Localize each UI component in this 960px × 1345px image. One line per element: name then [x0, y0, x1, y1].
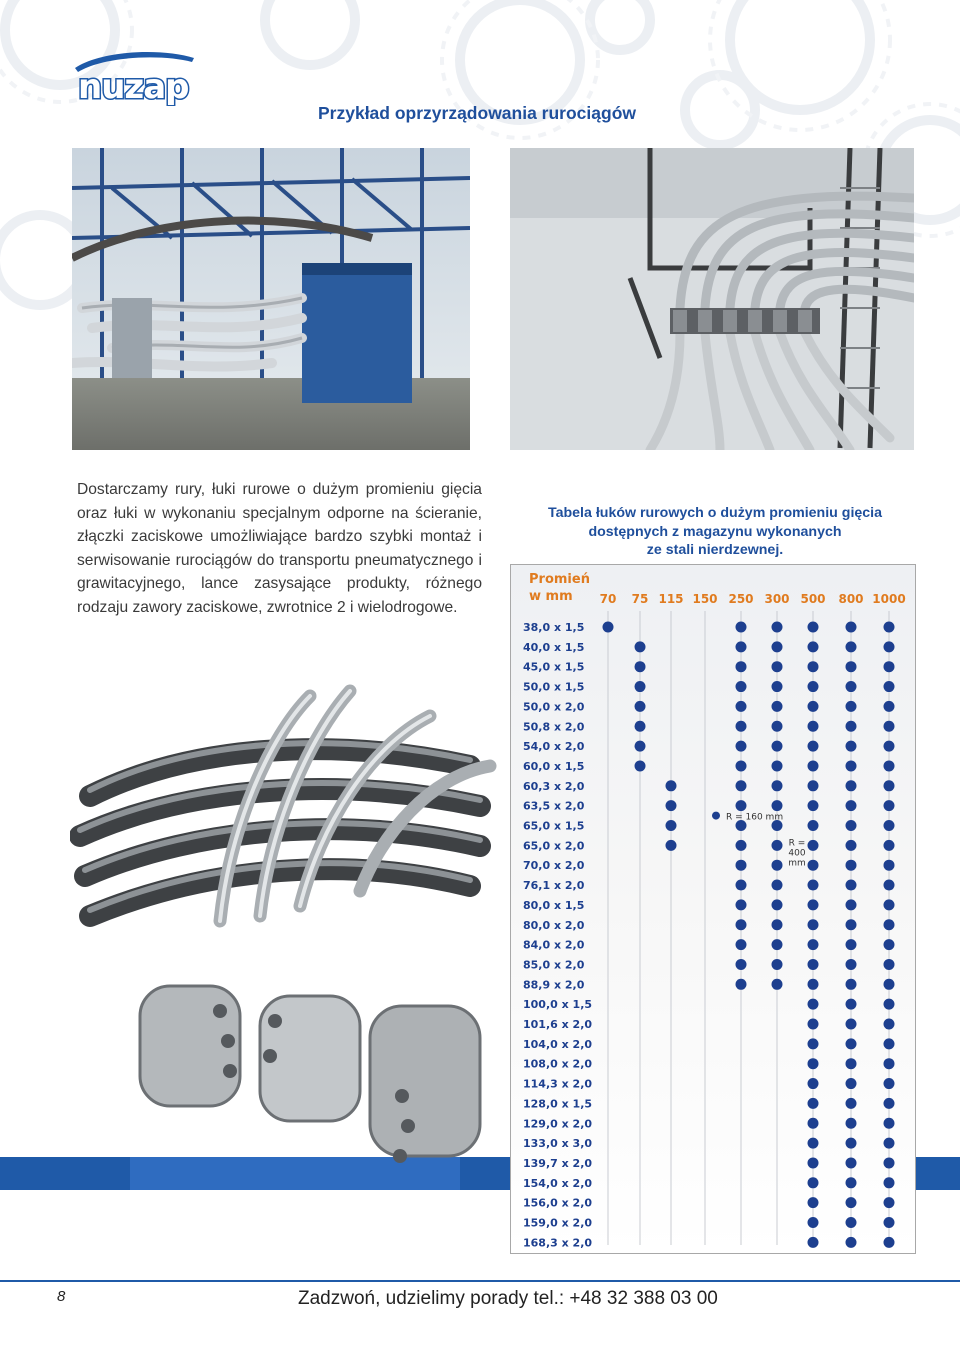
table-row-label: 80,0 x 2,0	[523, 918, 585, 932]
table-availability-dot	[736, 622, 747, 633]
table-availability-dot	[772, 979, 783, 990]
table-availability-dot	[808, 1138, 819, 1149]
table-availability-dot	[736, 701, 747, 712]
table-availability-dot	[846, 999, 857, 1010]
table-availability-dot	[884, 840, 895, 851]
table-row-label: 159,0 x 2,0	[523, 1216, 593, 1230]
table-availability-dot	[884, 1118, 895, 1129]
table-availability-dot	[846, 741, 857, 752]
table-row-label: 139,7 x 2,0	[523, 1156, 593, 1170]
table-row-label: 65,0 x 1,5	[523, 819, 585, 833]
table-availability-dot	[635, 721, 646, 732]
table-availability-dot	[846, 1138, 857, 1149]
table-availability-dot	[736, 800, 747, 811]
table-availability-dot	[635, 741, 646, 752]
table-availability-dot	[808, 1197, 819, 1208]
table-availability-dot	[808, 622, 819, 633]
table-availability-dot	[772, 800, 783, 811]
table-availability-dot	[884, 999, 895, 1010]
table-availability-dot	[808, 1058, 819, 1069]
table-availability-dot	[772, 899, 783, 910]
table-radius-header-75: 75	[631, 592, 649, 606]
table-availability-dot	[808, 1078, 819, 1089]
table-availability-dot	[884, 979, 895, 990]
table-availability-dot	[772, 780, 783, 791]
table-row-label: 50,0 x 1,5	[523, 680, 585, 694]
table-availability-dot	[884, 760, 895, 771]
table-availability-dot	[884, 780, 895, 791]
table-row-label: 128,0 x 1,5	[523, 1097, 593, 1111]
table-availability-dot	[808, 999, 819, 1010]
table-availability-dot	[808, 1157, 819, 1168]
table-availability-dot	[772, 661, 783, 672]
clamp-couplings	[140, 986, 480, 1163]
table-availability-dot	[808, 919, 819, 930]
table-availability-dot	[884, 1019, 895, 1030]
table-availability-dot	[846, 959, 857, 970]
table-availability-dot	[846, 1058, 857, 1069]
table-availability-dot	[772, 641, 783, 652]
table-availability-dot	[846, 1157, 857, 1168]
table-row-label: 40,0 x 1,5	[523, 640, 585, 654]
svg-text:nuzap: nuzap	[78, 67, 189, 106]
table-availability-dot	[884, 741, 895, 752]
nuzap-logo[interactable]	[72, 48, 197, 106]
table-availability-dot	[884, 1098, 895, 1109]
table-availability-dot	[808, 780, 819, 791]
table-availability-dot	[736, 780, 747, 791]
table-availability-dot	[808, 1038, 819, 1049]
table-availability-dot	[846, 1098, 857, 1109]
table-caption-line-3: ze stali nierdzewnej.	[646, 542, 784, 558]
table-availability-dot	[846, 1217, 857, 1228]
table-row-label: 54,0 x 2,0	[523, 740, 585, 754]
table-availability-dot	[808, 840, 819, 851]
table-availability-dot	[635, 760, 646, 771]
table-availability-dot	[884, 681, 895, 692]
table-availability-dot	[846, 939, 857, 950]
table-radius-header-115: 115	[658, 592, 684, 606]
table-row-label: 114,3 x 2,0	[523, 1077, 593, 1091]
table-row-label: 70,0 x 2,0	[523, 859, 585, 873]
table-row-label: 50,8 x 2,0	[523, 720, 585, 734]
page-number: 8	[57, 1288, 66, 1305]
table-availability-dot	[736, 661, 747, 672]
table-availability-dot	[884, 919, 895, 930]
table-availability-dot	[846, 681, 857, 692]
table-availability-dot	[808, 979, 819, 990]
table-availability-dot	[635, 701, 646, 712]
table-availability-dot	[736, 979, 747, 990]
table-availability-dot	[736, 899, 747, 910]
table-radius-header-1000: 1000	[872, 592, 906, 606]
table-availability-dot	[846, 860, 857, 871]
footer-contact: Zadzwoń, udzielimy porady tel.: +48 32 388 03 00	[298, 1288, 718, 1309]
table-availability-dot	[808, 661, 819, 672]
pipe-manifold-photo	[510, 148, 914, 450]
table-availability-dot	[884, 721, 895, 732]
table-availability-dot	[772, 760, 783, 771]
table-radius-header-800: 800	[838, 592, 864, 606]
table-availability-dot	[772, 840, 783, 851]
table-row-label: 133,0 x 3,0	[523, 1137, 593, 1151]
table-row-label: 84,0 x 2,0	[523, 938, 585, 952]
table-availability-dot	[884, 959, 895, 970]
table-availability-dot	[736, 681, 747, 692]
table-availability-dot	[846, 721, 857, 732]
table-row-label: 45,0 x 1,5	[523, 660, 585, 674]
table-availability-dot	[808, 860, 819, 871]
table-caption	[515, 504, 915, 560]
table-row-label: 65,0 x 2,0	[523, 839, 585, 853]
table-availability-dot	[736, 641, 747, 652]
table-row-label: 104,0 x 2,0	[523, 1037, 593, 1051]
table-availability-dot	[808, 899, 819, 910]
table-radius-header-250: 250	[728, 592, 754, 606]
table-availability-dot	[846, 1197, 857, 1208]
table-availability-dot	[846, 899, 857, 910]
table-row-label: 60,3 x 2,0	[523, 779, 585, 793]
table-header-label-unit: w mm	[529, 589, 573, 604]
table-availability-dot	[846, 622, 857, 633]
table-note-radius-400-line: mm	[788, 858, 806, 869]
table-availability-dot	[846, 820, 857, 831]
table-availability-dot	[808, 1098, 819, 1109]
table-availability-dot	[846, 1237, 857, 1248]
table-availability-dot	[884, 701, 895, 712]
table-availability-dot	[736, 959, 747, 970]
table-availability-dot	[666, 800, 677, 811]
table-header-label-radius: Promień	[529, 572, 590, 587]
table-availability-dot	[884, 1038, 895, 1049]
table-availability-dot	[635, 681, 646, 692]
table-availability-dot	[808, 1217, 819, 1228]
table-row-label: 60,0 x 1,5	[523, 759, 585, 773]
pipeline-hall-photo	[72, 148, 470, 450]
table-row-label: 88,9 x 2,0	[523, 978, 585, 992]
table-availability-dot	[846, 1078, 857, 1089]
table-availability-dot	[846, 641, 857, 652]
table-availability-dot	[736, 741, 747, 752]
table-availability-dot	[808, 701, 819, 712]
table-row-label: 63,5 x 2,0	[523, 799, 585, 813]
page-title: Przykład oprzyrządowania rurociągów	[318, 103, 636, 123]
table-availability-dot	[884, 661, 895, 672]
table-availability-dot	[884, 899, 895, 910]
table-availability-dot	[808, 959, 819, 970]
table-availability-dot	[846, 800, 857, 811]
table-availability-dot	[884, 622, 895, 633]
table-availability-dot	[846, 701, 857, 712]
table-availability-dot	[736, 880, 747, 891]
pipe-bends-and-clamps-photo	[70, 676, 500, 1186]
table-radius-header-500: 500	[800, 592, 826, 606]
table-availability-dot	[884, 1217, 895, 1228]
table-availability-dot	[772, 919, 783, 930]
table-availability-dot	[846, 1118, 857, 1129]
table-availability-dot	[884, 1197, 895, 1208]
table-availability-dot	[635, 641, 646, 652]
intro-paragraph	[77, 478, 482, 620]
table-row-label: 108,0 x 2,0	[523, 1057, 593, 1071]
bend-radius-table-graphic	[511, 565, 915, 1253]
table-availability-dot	[772, 622, 783, 633]
table-note-radius-160: R = 160 mm	[726, 812, 784, 823]
table-availability-dot	[808, 820, 819, 831]
table-availability-dot	[808, 721, 819, 732]
table-availability-dot	[736, 721, 747, 732]
table-availability-dot	[736, 840, 747, 851]
table-availability-dot	[846, 919, 857, 930]
table-availability-dot	[884, 939, 895, 950]
table-availability-dot	[846, 780, 857, 791]
table-availability-dot	[635, 661, 646, 672]
intro-text: Dostarczamy rury, łuki rurowe o dużym promieniu gięcia oraz łuki w wykonaniu specjalnym odporne na ścieranie, złączki zaciskowe umożliwiające bardzo szybki montaż i serwisowanie rurociągów do transportu pneumatycznego i grawitacyjnego, lance zasysające produkty, różnego rodzaju zawory zaciskowe, zwrotnice 2 i wielodrogowe.	[77, 481, 482, 616]
table-availability-dot	[772, 959, 783, 970]
table-radius-header-300: 300	[764, 592, 790, 606]
table-caption-line-2: dostępnych z magazynu wykonanych	[588, 523, 842, 540]
table-note-dot	[712, 812, 720, 820]
table-availability-dot	[884, 641, 895, 652]
table-availability-dot	[884, 860, 895, 871]
table-availability-dot	[884, 1078, 895, 1089]
table-availability-dot	[772, 860, 783, 871]
table-availability-dot	[808, 741, 819, 752]
table-row-label: 80,0 x 1,5	[523, 898, 585, 912]
table-availability-dot	[846, 1019, 857, 1030]
table-availability-dot	[808, 1019, 819, 1030]
table-availability-dot	[666, 820, 677, 831]
table-availability-dot	[736, 919, 747, 930]
table-availability-dot	[808, 800, 819, 811]
table-availability-dot	[772, 741, 783, 752]
table-availability-dot	[772, 681, 783, 692]
table-row-label: 129,0 x 2,0	[523, 1117, 593, 1131]
table-row-label: 50,0 x 2,0	[523, 700, 585, 714]
table-row-label: 38,0 x 1,5	[523, 621, 585, 634]
table-availability-dot	[603, 622, 614, 633]
table-availability-dot	[808, 641, 819, 652]
table-availability-dot	[846, 880, 857, 891]
table-availability-dot	[772, 721, 783, 732]
table-availability-dot	[884, 1177, 895, 1188]
table-availability-dot	[808, 939, 819, 950]
table-availability-dot	[884, 820, 895, 831]
table-availability-dot	[666, 780, 677, 791]
table-row-label: 156,0 x 2,0	[523, 1196, 593, 1210]
table-availability-dot	[736, 760, 747, 771]
table-availability-dot	[736, 939, 747, 950]
table-availability-dot	[846, 1038, 857, 1049]
table-row-label: 168,3 x 2,0	[523, 1236, 593, 1250]
table-availability-dot	[846, 840, 857, 851]
table-availability-dot	[736, 860, 747, 871]
table-availability-dot	[808, 880, 819, 891]
table-radius-header-150: 150	[692, 592, 718, 606]
table-availability-dot	[884, 880, 895, 891]
table-availability-dot	[846, 1177, 857, 1188]
table-caption-line-1: Tabela łuków rurowych o dużym promieniu gięcia	[548, 505, 882, 521]
table-availability-dot	[846, 979, 857, 990]
table-availability-dot	[808, 1118, 819, 1129]
table-availability-dot	[884, 800, 895, 811]
table-availability-dot	[884, 1138, 895, 1149]
table-row-label: 154,0 x 2,0	[523, 1176, 593, 1190]
table-availability-dot	[808, 1237, 819, 1248]
table-note-radius-400-line: R =	[788, 838, 806, 849]
table-availability-dot	[772, 701, 783, 712]
table-row-label: 101,6 x 2,0	[523, 1018, 593, 1031]
table-row-label: 100,0 x 1,5	[523, 998, 593, 1012]
table-availability-dot	[772, 880, 783, 891]
bend-radius-table	[510, 564, 916, 1254]
table-note-radius-400-line: 400	[788, 848, 806, 859]
table-availability-dot	[666, 840, 677, 851]
table-availability-dot	[772, 939, 783, 950]
table-availability-dot	[808, 760, 819, 771]
table-row-label: 76,1 x 2,0	[523, 879, 585, 893]
table-radius-header-70: 70	[599, 592, 617, 606]
table-availability-dot	[846, 661, 857, 672]
table-availability-dot	[884, 1157, 895, 1168]
table-availability-dot	[808, 681, 819, 692]
table-availability-dot	[884, 1237, 895, 1248]
table-availability-dot	[808, 1177, 819, 1188]
table-availability-dot	[846, 760, 857, 771]
table-availability-dot	[884, 1058, 895, 1069]
table-row-label: 85,0 x 2,0	[523, 958, 585, 972]
